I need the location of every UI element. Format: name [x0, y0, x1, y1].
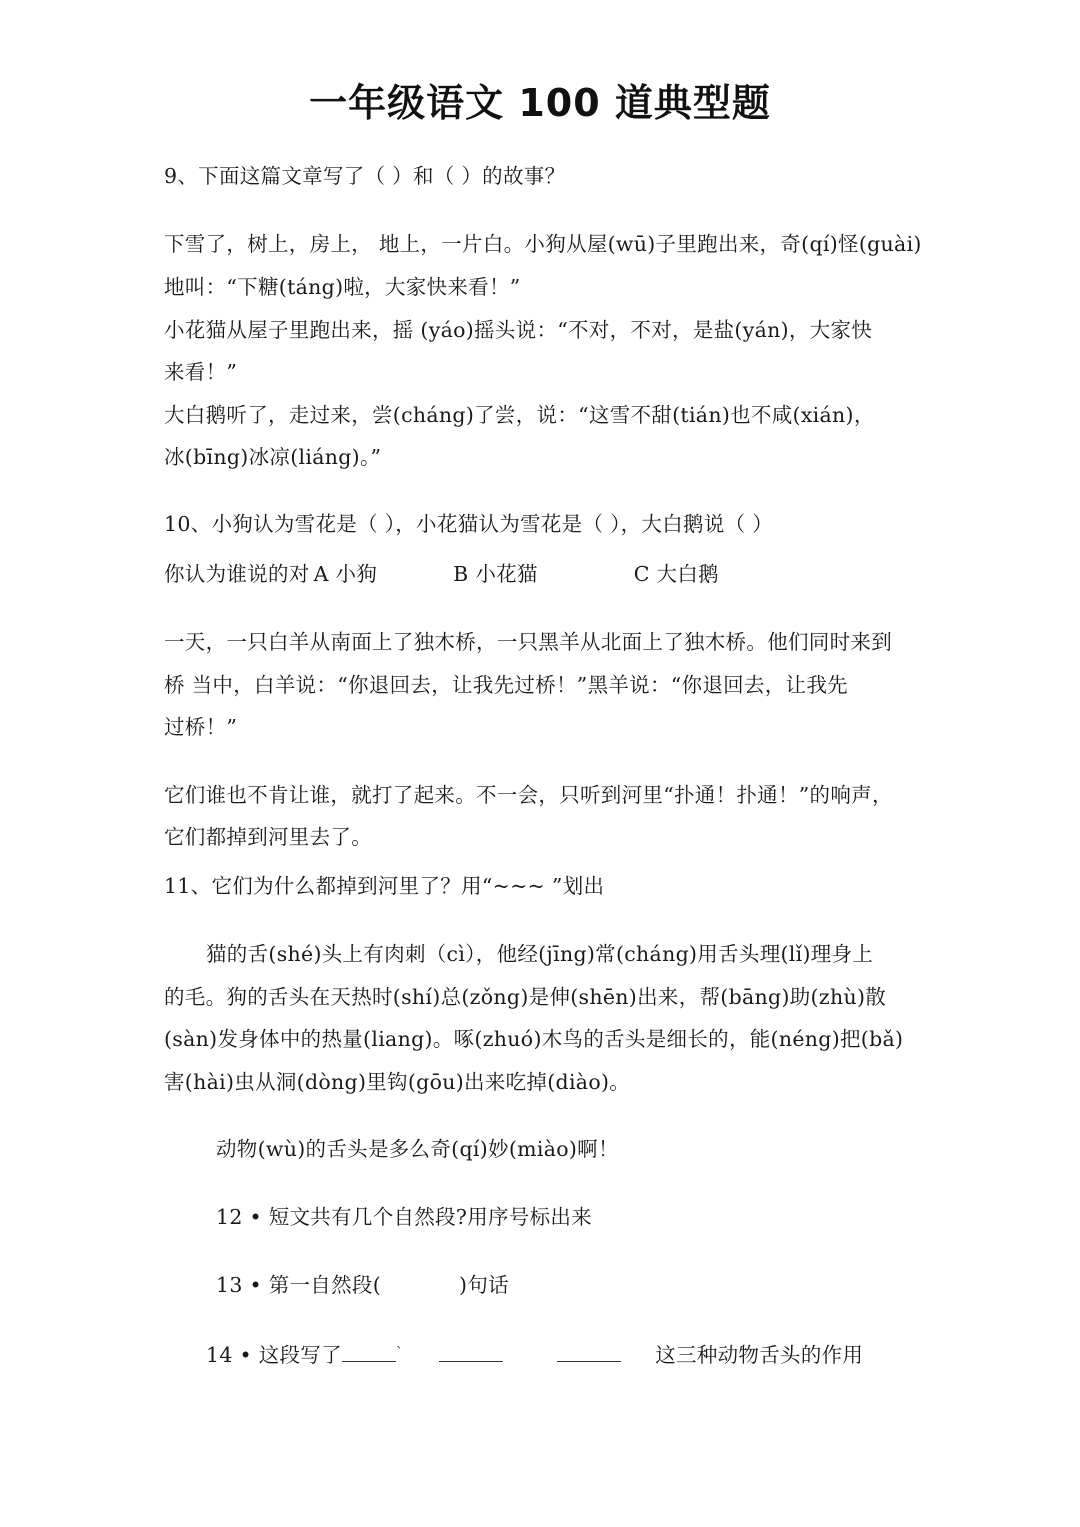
- passage3-line-1: 它们谁也不肯让谁，就打了起来。不一会，只听到河里“扑通！扑通！”的响声，: [164, 783, 893, 807]
- passage1-line-2: 地叫：“下糖(táng)啦，大家快来看！”: [164, 275, 521, 299]
- question-11: 11、它们为什么都掉到河里了？用“~~~ ”划出: [164, 874, 605, 898]
- passage1-line-3: 小花猫从屋子里跑出来，摇 (yáo)摇头说：“不对，不对，是盐(yán)，大家快: [164, 318, 873, 342]
- question-10-prompt: 你认为谁说的对: [164, 562, 310, 586]
- option-b: B 小花猫: [453, 562, 538, 586]
- passage4-line-2: 的毛。狗的舌头在天热时(shí)总(zǒng)是伸(shēn)出来，帮(bāng)助(zhù)散: [164, 985, 887, 1009]
- answer-blank-1[interactable]: [342, 1339, 396, 1362]
- passage2-line-2: 桥 当中，白羊说：“你退回去，让我先过桥！”黑羊说：“你退回去，让我先: [164, 673, 848, 697]
- passage4-line-3: (sàn)发身体中的热量(liang)。啄(zhuó)木鸟的舌头是细长的，能(néng)把(bǎ): [164, 1027, 904, 1051]
- option-c: C 大白鹅: [633, 562, 719, 586]
- passage1-line-4: 来看！”: [164, 360, 238, 384]
- passage1-line-6: 冰(bīng)冰凉(liáng)。”: [164, 445, 382, 469]
- passage4-line-1: 猫的舌(shé)头上有肉刺（cì），他经(jīng)常(cháng)用舌头理(lǐ)理身上: [206, 942, 874, 966]
- option-a: A 小狗: [313, 562, 378, 586]
- passage4-line-4: 害(hài)虫从洞(dòng)里钩(gōu)出来吃掉(diào)。: [164, 1070, 631, 1094]
- question-12: 12 • 短文共有几个自然段?用序号标出来: [216, 1205, 592, 1229]
- question-14-text-a: 14 • 这段写了: [206, 1343, 342, 1367]
- passage2-line-3: 过桥！”: [164, 715, 238, 739]
- passage1-line-1: 下雪了，树上，房上， 地上，一片白。小狗从屋(wū)子里跑出来，奇(qí)怪(guài): [164, 232, 922, 256]
- question-13-text-a: 13 • 第一自然段(: [216, 1273, 382, 1297]
- question-13-text-b: )句话: [459, 1273, 509, 1297]
- answer-blank-3[interactable]: [557, 1339, 621, 1362]
- question-14-text-b: 这三种动物舌头的作用: [655, 1343, 864, 1367]
- question-13: [216, 1271, 509, 1299]
- page-title: 一年级语文 100 道典型题: [309, 81, 771, 125]
- passage2-line-1: 一天，一只白羊从南面上了独木桥，一只黑羊从北面上了独木桥。他们同时来到: [164, 630, 892, 654]
- question-10: 10、小狗认为雪花是（ ），小花猫认为雪花是（ ），大白鹅说（ ）: [164, 512, 774, 536]
- question-9: 9、下面这篇文章写了（ ）和（ ）的故事？: [164, 164, 566, 188]
- question-10-options: [164, 560, 719, 588]
- exclamation-line: 动物(wù)的舌头是多么奇(qí)妙(miào)啊！: [216, 1137, 619, 1161]
- passage1-line-5: 大白鹅听了，走过来，尝(cháng)了尝，说：“这雪不甜(tián)也不咸(xián)，: [164, 403, 875, 427]
- question-14: [206, 1339, 863, 1369]
- question-14-mark: `: [395, 1345, 404, 1361]
- answer-blank-2[interactable]: [439, 1339, 503, 1362]
- passage3-line-2: 它们都掉到河里去了。: [164, 825, 372, 849]
